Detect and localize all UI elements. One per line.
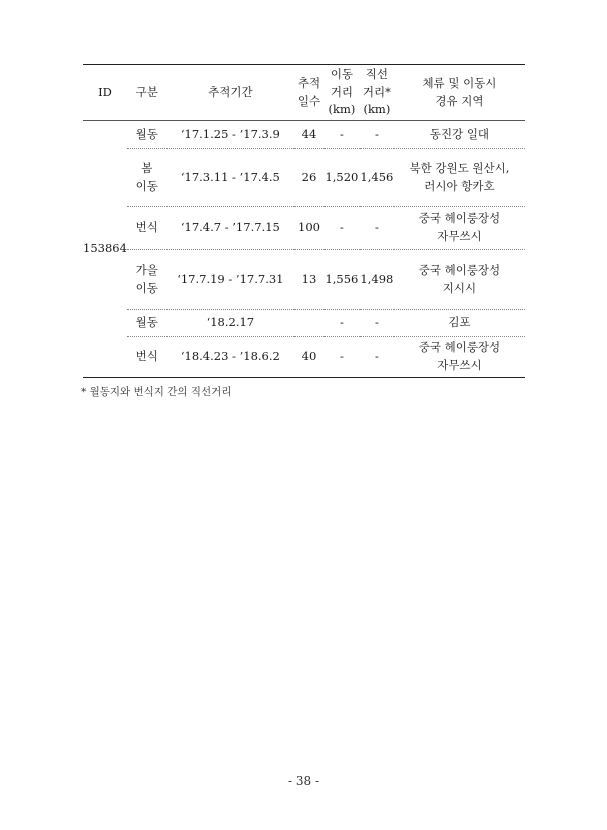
table-row [83,250,525,310]
cell-direct: 1,498 [360,250,394,310]
cell-direct: - [360,337,394,378]
header-days-line: 추적 [297,75,321,90]
header-direct-line: (km) [363,102,391,117]
cell-place-line: 중국 헤이룽장성 [418,340,501,355]
cell-direct: - [360,310,394,337]
cell-place [394,337,525,378]
cell-type-line: 이동 [135,178,158,193]
table-row [83,207,525,250]
cell-days: 40 [294,337,324,378]
header-move-distance [324,65,360,121]
cell-period: ‘17.4.7 - ’17.7.15 [167,207,294,250]
cell-type-line: 월동 [135,315,158,330]
cell-type [127,250,167,310]
cell-type-line: 번식 [135,220,158,235]
cell-type-line: 봄 [141,160,153,175]
header-place [394,65,525,121]
cell-days: 13 [294,250,324,310]
footnote: * 월동지와 번식지 간의 직선거리 [81,386,232,398]
header-id: ID [83,65,127,121]
cell-place-line: 중국 헤이룽장성 [418,262,501,277]
cell-move: - [324,207,360,250]
cell-place-line: 동진강 일대 [429,126,490,141]
cell-place-line: 러시아 항카호 [424,178,495,193]
cell-type [127,207,167,250]
table-row [83,149,525,207]
table-row [83,121,525,149]
cell-type-line: 이동 [135,280,158,295]
cell-move: - [324,337,360,378]
cell-place-line: 북한 강원도 원산시, [409,160,510,175]
cell-place [394,310,525,337]
header-direct-line: 직선 [365,66,388,81]
cell-days: 100 [294,207,324,250]
header-move-line: (km) [328,102,356,117]
cell-move: - [324,310,360,337]
cell-place-line: 중국 헤이룽장성 [418,211,501,226]
cell-type [127,149,167,207]
cell-period: ‘18.2.17 [167,310,294,337]
table-row [83,310,525,337]
bird-id-cell: 153864 [83,121,127,378]
cell-place-line: 자무쓰시 [437,229,482,243]
header-move-line: 거리 [330,84,354,99]
header-type: 구분 [127,65,167,121]
header-days-line: 일수 [297,93,321,108]
cell-place [394,250,525,310]
cell-type [127,310,167,337]
header-place-line: 경유 지역 [435,93,484,108]
tracking-table [83,64,525,378]
header-place-line: 체류 및 이동시 [422,75,497,90]
cell-type [127,337,167,378]
cell-move: - [324,121,360,149]
cell-direct: - [360,121,394,149]
cell-period: ‘17.1.25 - ’17.3.9 [167,121,294,149]
header-direct-distance [360,65,394,121]
cell-place-line: 김포 [448,315,471,330]
cell-direct: - [360,207,394,250]
cell-place [394,207,525,250]
header-direct-line: 거리* [362,84,391,99]
cell-days [294,310,324,337]
page-number: - 38 - [287,774,319,788]
cell-period: ‘17.3.11 - ’17.4.5 [167,149,294,207]
cell-type-line: 월동 [135,126,158,141]
cell-days: 44 [294,121,324,149]
cell-period: ‘17.7.19 - ’17.7.31 [167,250,294,310]
cell-place-line: 지시시 [442,280,477,295]
cell-place [394,149,525,207]
cell-period: ‘18.4.23 - ’18.6.2 [167,337,294,378]
cell-place-line: 자무쓰시 [437,358,482,372]
cell-place [394,121,525,149]
cell-days: 26 [294,149,324,207]
table-header-row [83,65,525,121]
header-period: 추적기간 [167,65,294,121]
cell-type-line: 번식 [135,349,158,364]
cell-move: 1,520 [324,149,360,207]
header-days [294,65,324,121]
table-row [83,337,525,378]
cell-direct: 1,456 [360,149,394,207]
cell-type [127,121,167,149]
header-move-line: 이동 [330,66,354,81]
cell-type-line: 가을 [135,262,158,277]
cell-move: 1,556 [324,250,360,310]
